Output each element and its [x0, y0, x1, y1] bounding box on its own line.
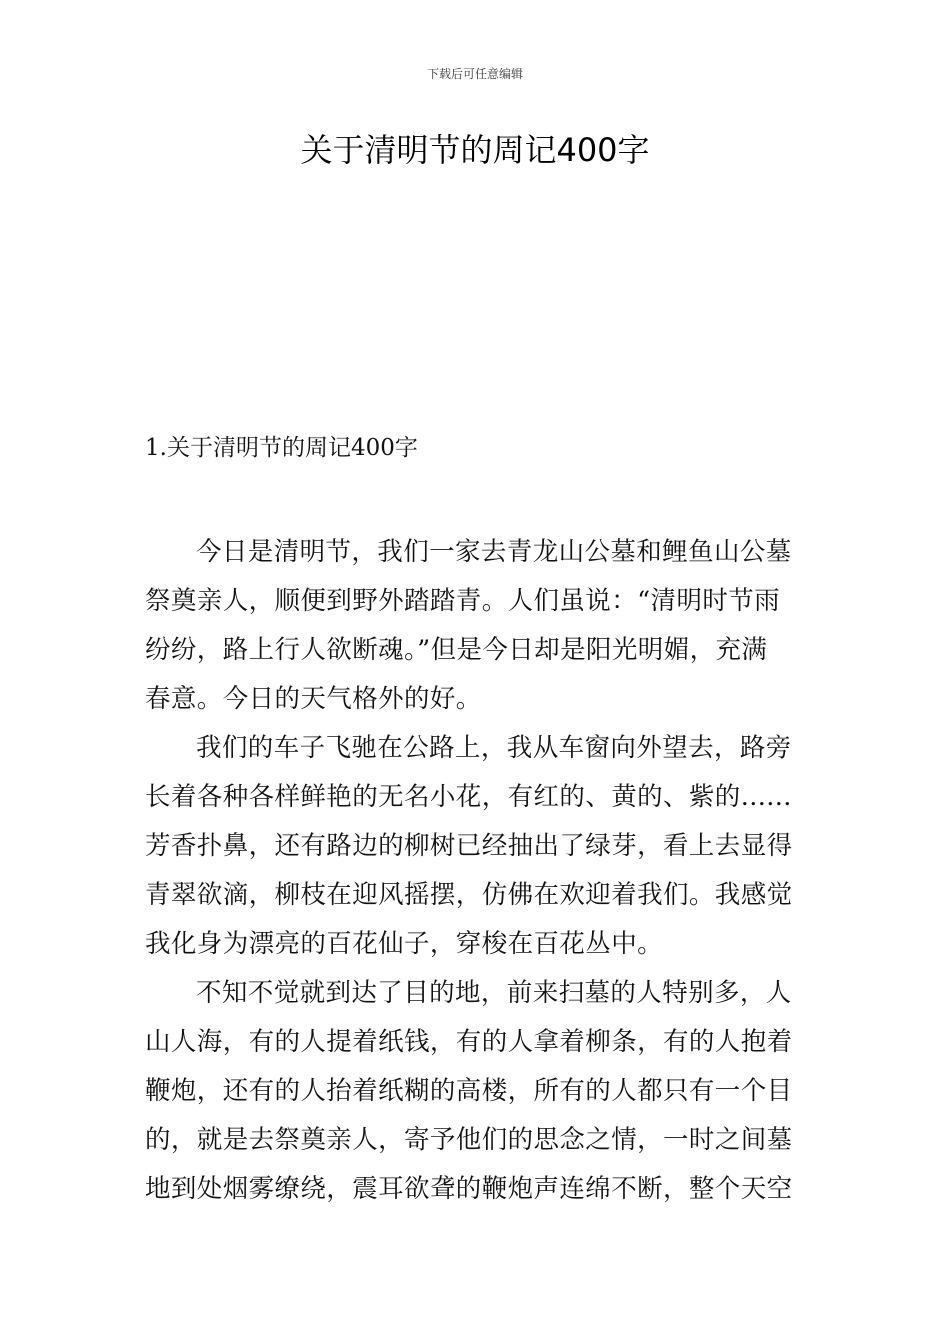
paragraph-line: 祭奠亲人，顺便到野外踏踏青。人们虽说：“清明时节雨	[145, 586, 781, 616]
header-watermark: 下载后可任意编辑	[426, 67, 523, 81]
paragraph-line: 今日是清明节，我们一家去青龙山公墓和鲤鱼山公墓	[196, 537, 792, 567]
paragraph-line: 长着各种各样鲜艳的无名小花，有红的、黄的、紫的......	[145, 782, 792, 812]
document-title: 关于清明节的周记400字	[300, 131, 650, 169]
paragraph-line: 青翠欲滴，柳枝在迎风摇摆，仿佛在欢迎着我们。我感觉	[145, 880, 793, 910]
paragraph-line: 地到处烟雾缭绕，震耳欲聋的鞭炮声连绵不断，整个天空	[145, 1174, 793, 1204]
paragraph-line: 我化身为漂亮的百花仙子，穿梭在百花丛中。	[145, 929, 664, 959]
paragraph-line: 的，就是去祭奠亲人，寄予他们的思念之情，一时之间墓	[145, 1125, 793, 1155]
body-text	[145, 528, 810, 1214]
paragraph-line: 芳香扑鼻，还有路边的柳树已经抽出了绿芽，看上去显得	[145, 831, 793, 861]
paragraph-line: 纷纷，路上行人欲断魂。”但是今日却是阳光明媚，充满	[145, 635, 768, 665]
paragraph-line: 山人海，有的人提着纸钱，有的人拿着柳条，有的人抱着	[145, 1027, 793, 1057]
paragraph-line: 春意。今日的天气格外的好。	[145, 684, 482, 714]
section-heading: 1.关于清明节的周记400字	[145, 435, 418, 461]
paragraph-line: 不知不觉就到达了目的地，前来扫墓的人特别多，人	[196, 978, 792, 1008]
paragraph-line: 鞭炮，还有的人抬着纸糊的高楼，所有的人都只有一个目	[145, 1076, 793, 1106]
paragraph-line: 我们的车子飞驰在公路上，我从车窗向外望去，路旁	[196, 733, 792, 763]
